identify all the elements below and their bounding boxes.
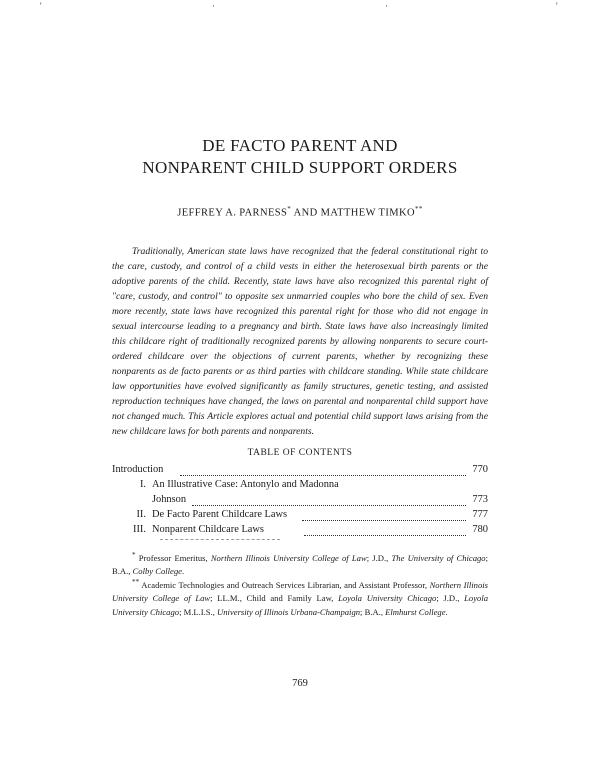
title-line: DE FACTO PARENT AND <box>202 136 398 155</box>
footnote-text: Academic Technologies and Outreach Services Librarian, and Assistant Professor, <box>141 579 430 590</box>
footnote-text: Professor Emeritus, <box>138 552 211 563</box>
footnote-text: . <box>181 566 185 577</box>
footnote <box>112 576 488 619</box>
toc-entry[interactable] <box>112 494 488 509</box>
toc-entry-text: Johnson <box>152 494 187 505</box>
footnote-institution: Loyola University Chicago <box>338 593 437 604</box>
footnote-text: ; J.D., <box>436 593 465 604</box>
toc-entry[interactable] <box>112 509 488 524</box>
author-name: MATTHEW TIMKO <box>320 207 415 219</box>
toc-entry[interactable] <box>112 464 488 479</box>
article-title <box>0 135 600 179</box>
author-name: JEFFREY A. PARNESS <box>177 207 288 219</box>
corner-mark: · <box>212 1 215 11</box>
toc-page: 770 <box>472 464 488 475</box>
footnote-divider <box>160 539 280 540</box>
toc-entry[interactable] <box>112 524 488 539</box>
footnote-mark: ** <box>414 205 423 213</box>
footnote-mark: * <box>132 551 136 559</box>
toc-page: 773 <box>472 494 488 505</box>
footnote-text: ; LL.M., Child and Family Law, <box>210 593 339 604</box>
footnote-text: . <box>445 606 448 617</box>
footnote-institution: The University of Chicago <box>391 552 486 563</box>
corner-mark: ' <box>40 1 42 11</box>
footnote-institution: University of Illinois Urbana-Champaign <box>217 606 361 617</box>
toc-entry-number: I. <box>139 479 146 490</box>
abstract: Traditionally, American state laws have recognized that the federal constitutional right to the care, custody, and control of a child vests in either the heterosexual birth parents or the adoptive parents of the child. Recently, state laws have also recognized this parental right of "care, custody, and control" to opposite sex unmarried couples who bore the child of sex. Even more recently, state laws have recognized this parental right for those who did not engage in sexual intercourse leading to a pregnancy and birth. State laws have also increasingly limited this childcare right of traditionally recognized parents by allowing nonparents to secure court-ordered childcare over the objections of current parents, whether by recognizing these nonparents as de facto parents or as third parties with childcare standing. While state childcare law opportunities have evolved significantly as family structures, genetic testing, and assisted reproduction techniques have changed, the laws on parental and nonparental child support have not changed much. This Article explores actual and potential child support laws arising from the new childcare laws for both parents and nonparents. <box>112 246 488 437</box>
corner-mark: ' <box>556 1 558 11</box>
footnote <box>112 549 488 579</box>
toc-entry-number: III. <box>133 524 146 535</box>
author-line <box>0 205 600 219</box>
footnote-institution: Northern Illinois University College of Law <box>210 552 367 563</box>
page-number: 769 <box>292 678 308 689</box>
footnote-text: ; B.A., <box>112 552 488 577</box>
footnote-institution: Colby College <box>132 566 182 577</box>
toc-leader <box>180 475 466 476</box>
footnote-text: ; M.L.I.S., <box>179 606 218 617</box>
toc-entry-text: De Facto Parent Childcare Laws <box>152 509 288 520</box>
footnote-institution: Elmhurst College <box>385 606 446 617</box>
author-connector: AND <box>293 207 318 219</box>
corner-mark: · <box>385 1 388 11</box>
footnote-institution: Loyola University Chicago <box>112 593 489 617</box>
toc-leader <box>304 535 466 536</box>
footnote-text: ; J.D., <box>366 552 392 563</box>
toc-heading: TABLE OF CONTENTS <box>247 448 353 458</box>
toc-page: 780 <box>472 524 488 535</box>
table-of-contents <box>112 464 488 539</box>
toc-leader <box>192 505 466 506</box>
toc-entry-number: II. <box>136 509 146 520</box>
footnote-text: ; B.A., <box>360 606 386 617</box>
toc-entry-text: Introduction <box>112 464 164 475</box>
title-line: NONPARENT CHILD SUPPORT ORDERS <box>142 158 458 177</box>
toc-entry[interactable] <box>112 479 488 494</box>
footnote-institution: Northern Illinois University College of Law <box>112 579 488 604</box>
footnote-mark: ** <box>132 578 140 586</box>
footnote-mark: * <box>287 205 292 213</box>
toc-entry-text: Nonparent Childcare Laws <box>152 524 264 535</box>
toc-leader <box>302 520 466 521</box>
toc-entry-text: An Illustrative Case: Antonylo and Madonna <box>152 479 339 490</box>
toc-page: 777 <box>472 509 488 520</box>
